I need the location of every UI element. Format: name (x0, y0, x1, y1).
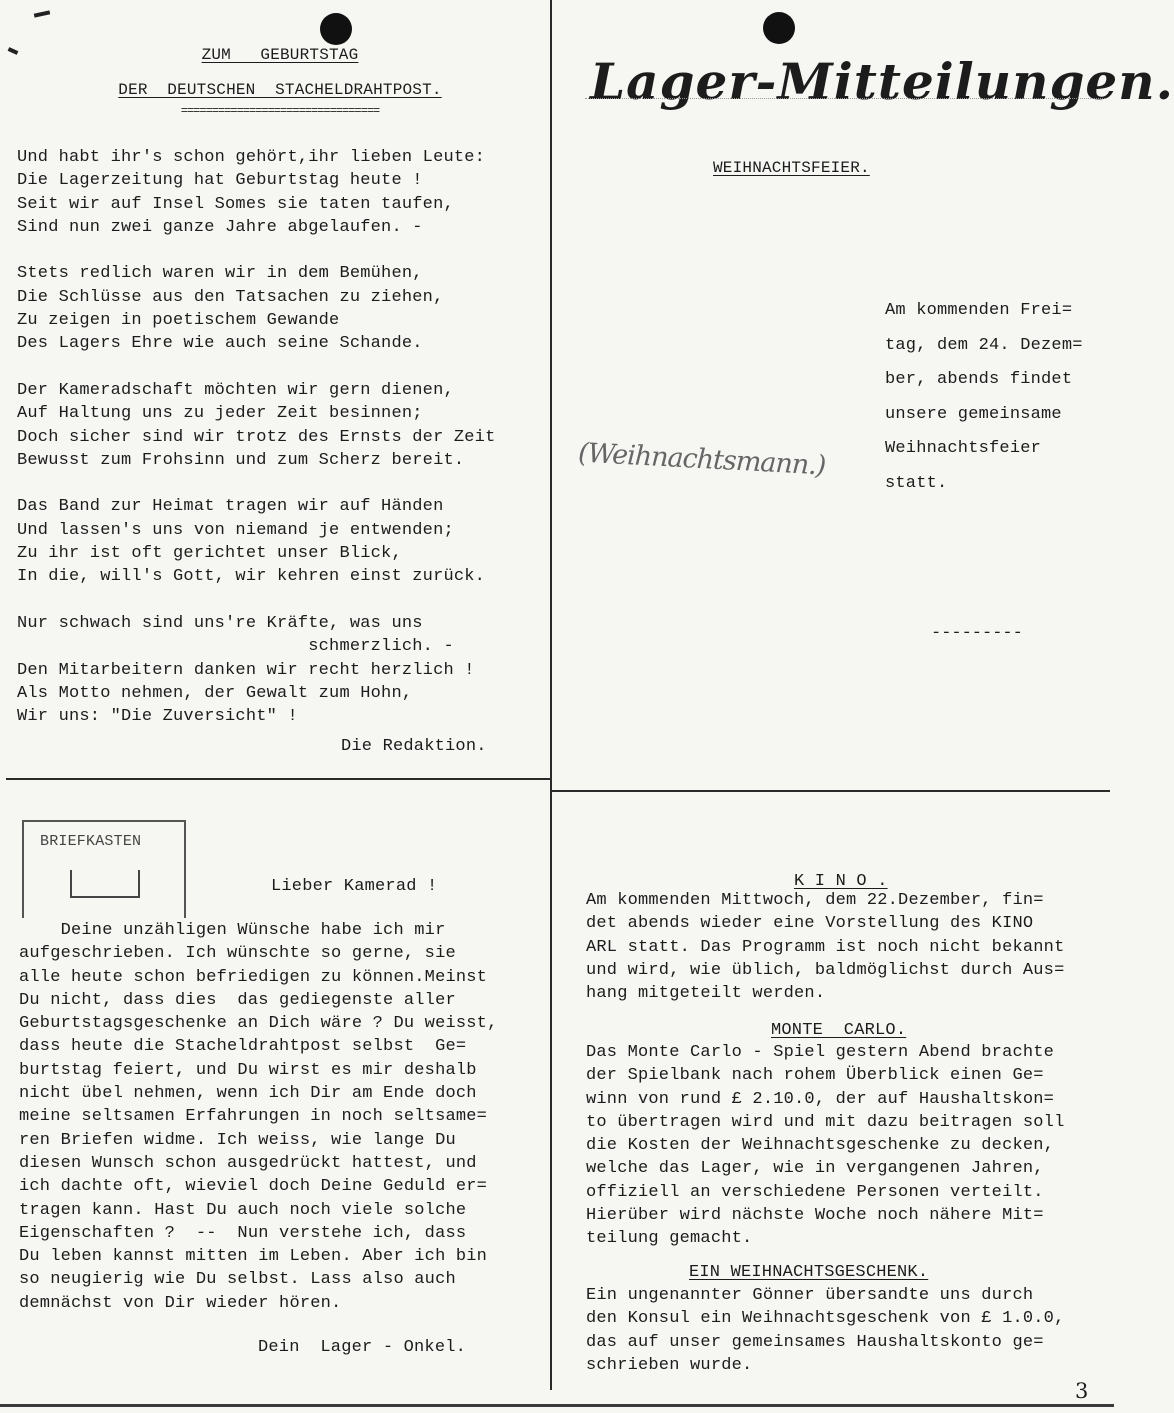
text-line: Eigenschaften ? -- Nun verstehe ich, dass (19, 1223, 467, 1243)
text-line: Weihnachtsfeier (885, 439, 1042, 458)
heading-weihnachtsfeier: WEIHNACHTSFEIER. (713, 159, 870, 177)
text-line: Und lassen's uns von niemand je entwenden; (17, 520, 454, 540)
text-line: Stets redlich waren wir in dem Bemühen, (17, 264, 423, 284)
text-line: schmerzlich. - (17, 637, 454, 657)
text-line: statt. (885, 473, 948, 493)
punch-hole-right (763, 12, 795, 44)
text-line: diesen Wunsch schon ausgedrückt hattest, und (19, 1153, 477, 1173)
text-line: Du nicht, dass dies das gediegenste aller (19, 990, 456, 1010)
text-line: Die Schlüsse aus den Tatsachen zu ziehen, (17, 287, 444, 307)
text-line: Die Lagerzeitung hat Geburtstag heute ! (17, 171, 423, 191)
text-line (17, 589, 547, 612)
mailbox-slot-icon (70, 870, 140, 898)
text-line: ARL statt. Das Programm ist noch nicht bekannt (586, 937, 1065, 957)
text-line: Sind nun zwei ganze Jahre abgelaufen. - (17, 217, 423, 237)
text-line: offiziell an verschiedene Personen verteilt. (586, 1182, 1044, 1202)
text-line: das auf unser gemeinsames Haushaltskonto ge= (586, 1332, 1044, 1352)
text-line: Als Motto nehmen, der Gewalt zum Hohn, (17, 683, 413, 703)
ink-mark (34, 10, 50, 17)
text-line (17, 239, 547, 262)
text-line: unsere gemeinsame (885, 404, 1062, 424)
letter-signature: Dein Lager - Onkel. (258, 1338, 467, 1357)
ink-mark (8, 47, 19, 55)
briefkasten-label: BRIEFKASTEN (40, 833, 142, 850)
kino-text (586, 889, 1111, 1005)
text-line: Seit wir auf Insel Somes sie taten taufen, (17, 194, 454, 214)
text-line (17, 472, 547, 495)
text-line: so neugierig wie Du selbst. Lass also auch (19, 1270, 456, 1290)
weihnacht-end-divider: --------- (931, 624, 1023, 643)
text-line: tragen kann. Hast Du auch noch viele solche (19, 1200, 467, 1220)
text-line: ren Briefen widme. Ich weiss, wie lange Du (19, 1130, 456, 1150)
text-line: burtstag feiert, und Du wirst es mir deshalb (19, 1060, 477, 1080)
weihnachtsgeschenk-text (586, 1284, 1111, 1377)
text-line: tag, dem 24. Dezem= (885, 335, 1083, 355)
column-divider (550, 0, 552, 1390)
heading-kino: K I N O . (794, 872, 888, 891)
text-line: Doch sicher sind wir trotz des Ernsts der Zeit (17, 427, 496, 447)
text-line: Nur schwach sind uns're Kräfte, was uns (17, 613, 423, 633)
text-line: Das Band zur Heimat tragen wir auf Händen (17, 497, 444, 517)
section-divider-left (6, 778, 550, 780)
text-line: Und habt ihr's schon gehört,ihr lieben Leute: (17, 148, 486, 167)
handwritten-note: (Weihnachtsmann.) (577, 437, 827, 482)
masthead-dotted-line (585, 98, 1105, 99)
text-line: Am kommenden Mittwoch, dem 22.Dezember, fin= (586, 891, 1044, 910)
text-line: to übertragen wird und mit dazu beitragen soll (586, 1112, 1065, 1132)
birthday-poem (17, 146, 547, 728)
text-line: und wird, wie üblich, baldmöglichst durch Aus= (586, 960, 1065, 980)
text-line: Am kommenden Frei= (885, 301, 1073, 320)
heading-monte-carlo: MONTE CARLO. (771, 1021, 907, 1040)
text-line: Des Lagers Ehre wie auch seine Schande. (17, 334, 423, 354)
text-line: aufgeschrieben. Ich wünschte so gerne, sie (19, 944, 456, 964)
text-line: Wir uns: "Die Zuversicht" ! (17, 707, 298, 727)
text-line: Ein ungenannter Gönner übersandte uns durch (586, 1286, 1034, 1305)
text-line: Geburtstagsgeschenke an Dich wäre ? Du weisst, (19, 1014, 498, 1034)
text-line: der Spielbank nach rohem Überblick einen Ge= (586, 1066, 1044, 1086)
heading-stacheldrahtpost: DER DEUTSCHEN STACHELDRAHTPOST. (118, 81, 442, 99)
text-line: Das Monte Carlo - Spiel gestern Abend brachte (586, 1043, 1055, 1062)
text-line: Auf Haltung uns zu jeder Zeit besinnen; (17, 404, 423, 424)
text-line: Bewusst zum Frohsinn und zum Scherz bereit. (17, 450, 465, 470)
text-line: den Konsul ein Weihnachtsgeschenk von £ 1.0.0, (586, 1309, 1065, 1329)
letter-greeting: Lieber Kamerad ! (271, 877, 438, 896)
text-line: det abends wieder eine Vorstellung des KINO (586, 914, 1034, 934)
text-line: Hierüber wird nächste Woche noch nähere Mit= (586, 1206, 1044, 1226)
text-line: welche das Lager, wie in vergangenen Jahren, (586, 1159, 1044, 1179)
monte-carlo-text (586, 1041, 1111, 1251)
heading-weihnachtsgeschenk: EIN WEIHNACHTSGESCHENK. (689, 1263, 929, 1282)
text-line: Zu zeigen in poetischem Gewande (17, 311, 340, 331)
text-line: meine seltsamen Erfahrungen in noch seltsame= (19, 1107, 488, 1127)
text-line: die Kosten der Weihnachtsgeschenke zu decken, (586, 1136, 1055, 1156)
text-line: nicht übel nehmen, wenn ich Dir am Ende doch (19, 1084, 477, 1104)
text-line: Den Mitarbeitern danken wir recht herzlich ! (17, 660, 475, 680)
text-line: winn von rund £ 2.10.0, der auf Haushaltskon= (586, 1089, 1055, 1109)
text-line: schrieben wurde. (586, 1355, 753, 1375)
text-line: alle heute schon befriedigen zu können.Meinst (19, 967, 488, 987)
masthead-lager-mitteilungen: Lager-Mitteilungen. (590, 52, 1174, 111)
text-line: dass heute die Stacheldrahtpost selbst Ge= (19, 1037, 467, 1057)
text-line: teilung gemacht. (586, 1229, 753, 1249)
briefkasten-stamp (22, 820, 186, 918)
text-line: ber, abends findet (885, 370, 1073, 389)
letter-body (19, 919, 549, 1315)
page-number: 3 (1075, 1379, 1089, 1403)
text-line: demnächst von Dir wieder hören. (19, 1293, 342, 1313)
punch-hole-left (320, 13, 352, 45)
text-line (17, 356, 547, 379)
heading-zum-geburtstag: ZUM GEBURTSTAG (201, 46, 359, 64)
text-line: Der Kameradschaft möchten wir gern dienen, (17, 380, 454, 400)
text-line: hang mitgeteilt werden. (586, 984, 826, 1004)
heading-double-rule: ================================ (180, 104, 380, 118)
text-line: ich dachte oft, wieviel doch Deine Geduld er= (19, 1177, 488, 1197)
text-line: Zu ihr ist oft gerichtet unser Blick, (17, 544, 402, 564)
page-bottom-edge (0, 1404, 1114, 1407)
text-line: Du leben kannst mitten im Leben. Aber ich bin (19, 1247, 488, 1267)
section-divider-right (552, 790, 1110, 792)
text-line: Deine unzähligen Wünsche habe ich mir (19, 921, 446, 940)
poem-signature: Die Redaktion. (341, 737, 487, 756)
weihnachtsfeier-text (885, 294, 1105, 501)
text-line: In die, will's Gott, wir kehren einst zurück. (17, 567, 486, 587)
